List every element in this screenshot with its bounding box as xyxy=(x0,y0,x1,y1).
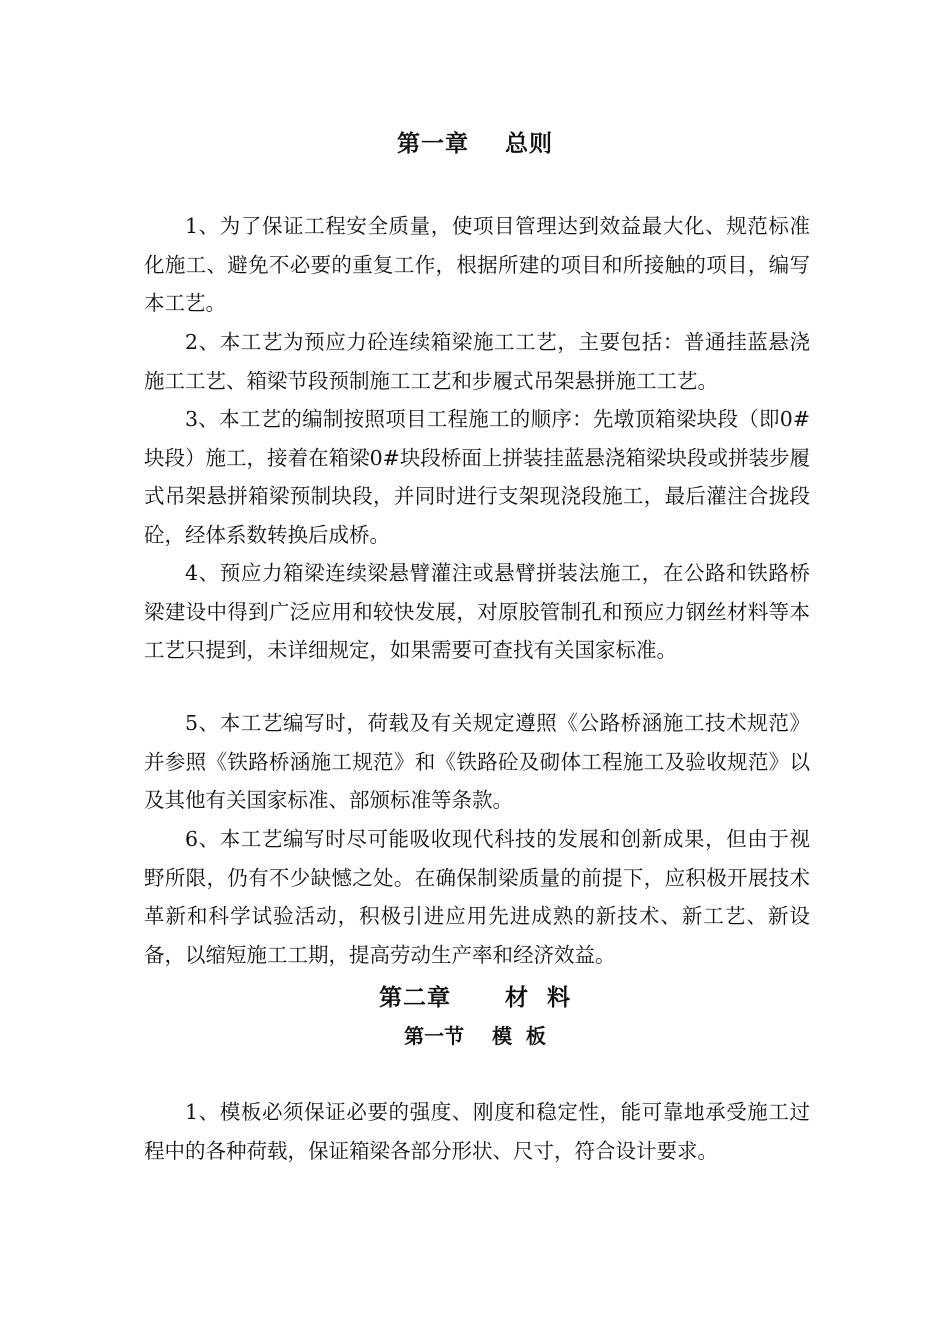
chapter-1-paragraph-6: 6、本工艺编写时尽可能吸收现代科技的发展和创新成果，但由于视野所限，仍有不少缺憾之处。在确保制梁质量的前提下，应积极开展技术革新和科学试验活动，积极引进应用先进成熟的新技术、新工艺、新设备，以缩短施工工期，提高劳动生产率和经济效益。 xyxy=(144,827,810,967)
section-1-title: 第一节 模 板 xyxy=(404,1024,546,1048)
chapter-1-paragraph-1: 1、为了保证工程安全质量，使项目管理达到效益最大化、规范标准化施工、避免不必要的重复工作，根据所建的项目和所接触的项目，编写本工艺。 xyxy=(144,214,810,316)
chapter-1-paragraph-4: 4、预应力箱梁连续梁悬臂灌注或悬臂拼装法施工，在公路和铁路桥梁建设中得到广泛应用和较快发展，对原胶管制孔和预应力钢丝材料等本工艺只提到，未详细规定，如果需要可查找有关国家标准。 xyxy=(144,561,810,663)
chapter-2-title: 第二章 材 料 xyxy=(378,985,572,1011)
chapter-1-title: 第一章 总则 xyxy=(396,131,554,157)
section-1-paragraph-1: 1、模板必须保证必要的强度、刚度和稳定性，能可靠地承受施工过程中的各种荷载，保证箱梁各部分形状、尺寸，符合设计要求。 xyxy=(144,1100,810,1163)
chapter-1-paragraph-5: 5、本工艺编写时，荷载及有关规定遵照《公路桥涵施工技术规范》并参照《铁路桥涵施工规范》和《铁路砼及砌体工程施工及验收规范》以及其他有关国家标准、部颁标准等条款。 xyxy=(144,711,810,813)
chapter-1-paragraph-3: 3、本工艺的编制按照项目工程施工的顺序：先墩顶箱梁块段（即0#块段）施工，接着在箱梁0#块段桥面上拼装挂蓝悬浇箱梁块段或拼装步履式吊架悬拼箱梁预制块段，并同时进行支架现浇段施工，最后灌注合拢段砼，经体系数转换后成桥。 xyxy=(144,407,810,547)
chapter-1-paragraph-2: 2、本工艺为预应力砼连续箱梁施工工艺，主要包括：普通挂蓝悬浇施工工艺、箱梁节段预制施工工艺和步履式吊架悬拼施工工艺。 xyxy=(144,330,810,393)
